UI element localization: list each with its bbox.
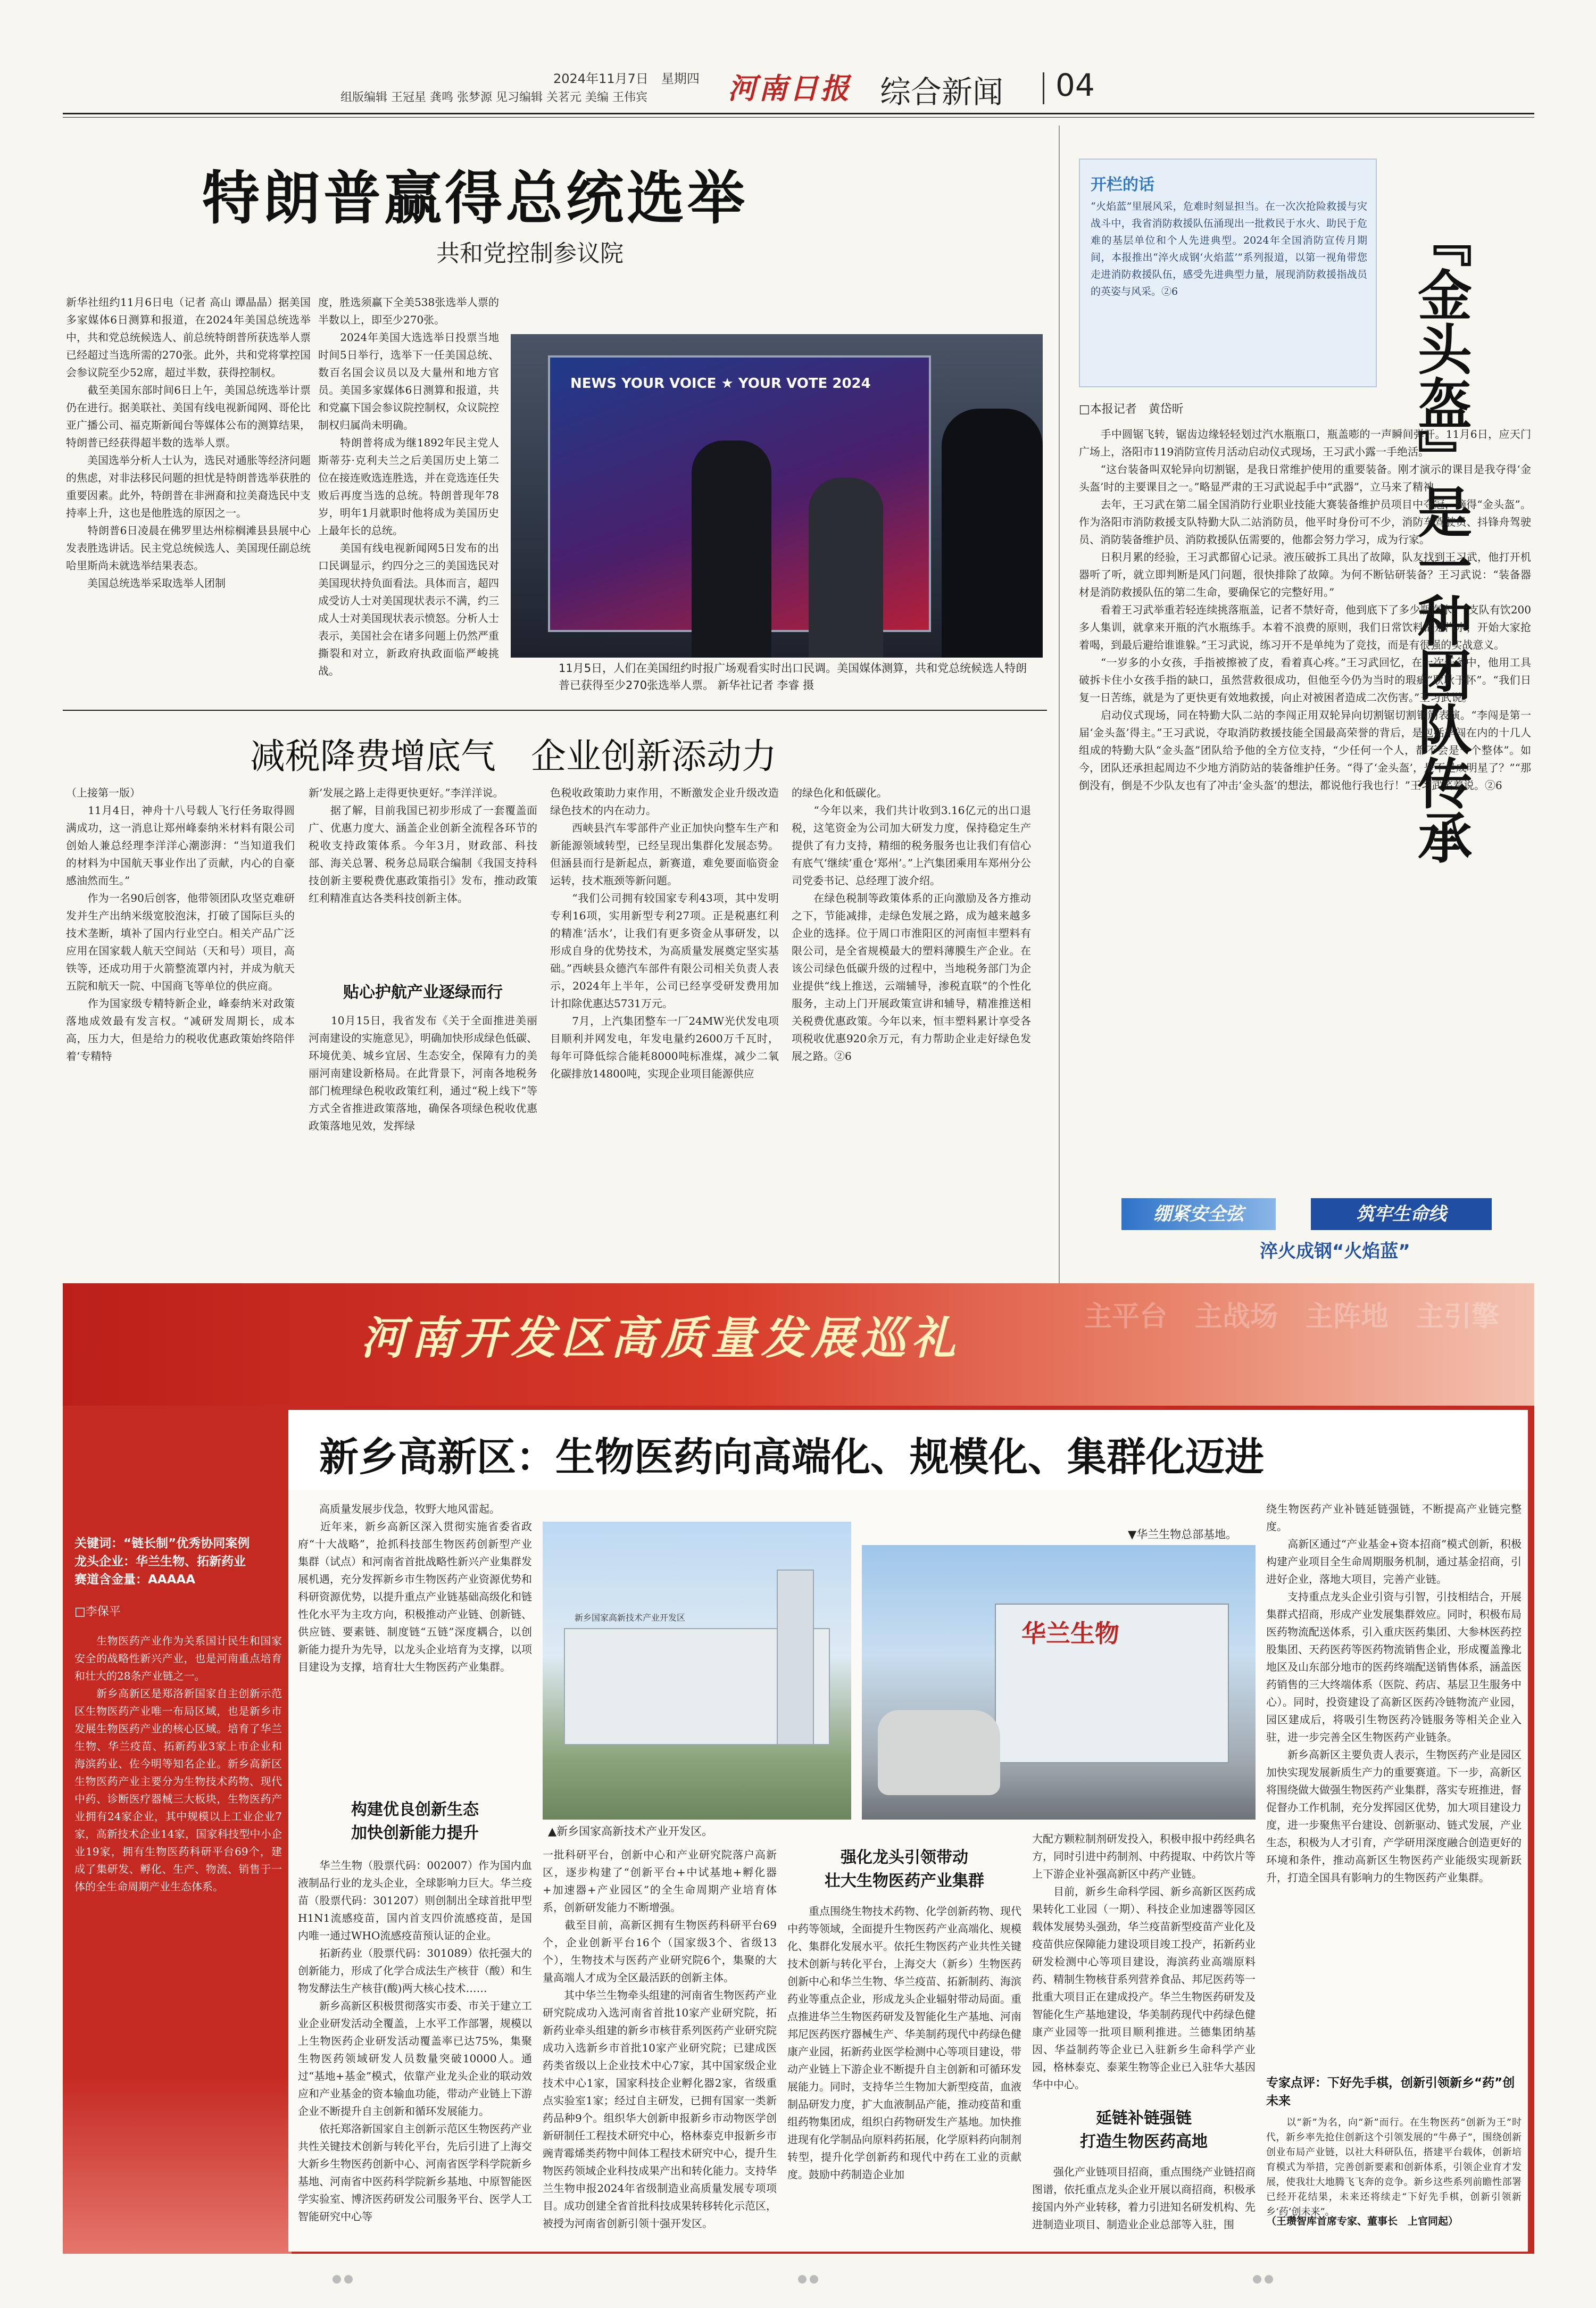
sidebar-body: 手中圆锯飞转，锯齿边缘轻轻划过汽水瓶瓶口，瓶盖嘭的一声瞬间弹开。11月6日，应天门广场上，洛阳市119消防宣传月活动启动仪式现场，王习武小露一手绝活。 “这台装备叫双轮异向切割锯，是我日常维护使用的重要装备。刚才演示的课目是我夺得‘金头盔’时的主要课目之一。”略显严肃的王习武说起手中“武器”，立马来了精神。 去年，王习武在第二届全国消防行业职业技能大赛装备维护员项目中夺冠，摘得“金头盔”。作为洛阳市消防救援支队特勤大队二站消防员，他平时身份可不少，消防车驾驶员、抖锋舟驾驶员、消防装备维护员、消防救援队伍需要的，他都会努力学习，成为行家。 日积月累的经验，王习武都留心记录。液压破拆工具出了故障，队友找到王习武，他打开机器听了听，就立即判断是风门问题，很快排除了故障。为何不断钻研装备？王习武说：“装备器材是消防救援队伍的第二生命，要确保它的完整好用。” 看着王习武举重若轻连续挑落瓶盖，记者不禁好奇，他到底下了多少瓶汽水？“支队有饮200多人集训，就拿来开瓶的汽水瓶练手。本着不浪费的原则，我们日常饮料都是汽水，开始大家抢着喝，到最后避给谁谁躲。”王习武说，练习开不是单纯为了竞技，而是有很强的实战意义。 “一岁多的小女孩，手指被擦被了皮，看着真心疼。”王习武回忆，在一次任务中，他用工具破拆卡住小女孩手指的缺口，虽然营救很成功，但他至今仍为当时的瑕疵“耿耿于怀”。“我们日复一日苦练，就是为了更快更有效地救援，向止对被困者造成二次伤害。”王习武说。 启动仪式现场，同在特勤大队二站的李闯正用双轮异向切割锯切割钢筋表演。“李闯是第一届‘金头盔’得主。”王习武说，夺取消防救援技能全国最高荣誉的背后，是包括李闯在内的十几人组成的特勤大队“金头盔”团队给予他的全方位支持，“少任何一个人，都不会是一个整体”。如今，团队还承担起周边不少地方消防站的装备维护任务。“得了‘金头盔’，是不是成明星了？”“那倒没有，倒是不少队友也有了冲击‘金头盔’的想法，都说他行我也行！”王习武笑着说。②6: [1079, 428, 1531, 792]
sidebar-divider: [1059, 126, 1060, 1289]
article1-subhead: 共和党控制参议院: [436, 240, 624, 267]
park-sign: 新乡国家高新技术产业开发区: [575, 1613, 686, 1623]
sidebar-byline: □本报记者 黄岱昕: [1079, 403, 1184, 416]
article2-col4: 的绿色化和低碳化。 “今年以来，我们共计收到3.16亿元的出口退税，这笔资金为公司加大研发力度，保持稳定生产提供了有力支持，精细的税务服务也让我们有信心有底气‘继续’重仓‘郑州’。”上汽集团乘用车郑州分公司党委书记、总经理丁波介绍。 在绿色税制等政策体系的正向激励及各方推动之下，节能减排，走绿色发展之路，成为越来越多企业的选择。位于周口市淮阳区的河南恒丰塑料有限公司，是全省规模最大的塑料薄膜生产企业。在该公司绿色低碳升级的过程中，当地税务部门为企业提供“线上推送，云端辅导，渗税直联”的个性化服务，主动上门开展政策宣讲和辅导，精准推送相关税费优惠政策。今年以来，恒丰塑料累计享受各项税收优惠920余万元，有力帮助企业走好绿色发展之路。②6: [792, 786, 1031, 1062]
section-title: 综合新闻: [880, 74, 1004, 110]
feature-banner-area: [63, 1283, 1534, 1406]
paper-logo: 河南日报: [728, 71, 851, 105]
article1-photo-caption: 11月5日，人们在美国纽约时报广场观看实时出口民调。美国媒体测算，共和党总统候选人特朗普已获得至少270张选举人票。 新华社记者 李睿 摄: [559, 662, 1027, 692]
sidebar-intro-box: [1079, 159, 1377, 387]
article1-col1: 新华社纽约11月6日电（记者 高山 谭晶晶）据美国多家媒体6日测算和报道，在2024年美国总统选举中，共和党总统候选人、前总统特朗普所获选举人票已经超过当选所需的270张。此外，共和党将掌控国会参议院至少52席，超过半数，获得控制权。 截至美国东部时间6日上午，美国总统选举计票仍在进行。据美联社、美国有线电视新闻网、哥伦比亚广播公司、福克斯新闻台等媒体公布的测算结果，特朗普已经获得超半数的选举人票。 美国选举分析人士认为，选民对通胀等经济问题的焦虑，对非法移民问题的担忧是特朗普选举获胜的重要因素。此外，特朗普在非洲裔和拉美裔选民中支持率上升，这也是他胜选的原因之一。 特朗普6日凌晨在佛罗里达州棕榈滩县县展中心发表胜选讲话。民主党总统候选人、美国现任副总统哈里斯尚未就选举结果表态。 美国总统选举采取选举人团制: [66, 296, 311, 590]
page-dot: [1265, 2275, 1273, 2284]
section-divider: [1043, 72, 1044, 104]
feature-col5a: 绕生物医药产业补链延链强链，不断提高产业链完整度。 高新区通过“产业基金+资本招商”模式创新，积极构建产业项目全生命周期服务机制，通过基金招商，引进好企业，落地大项目，完善产业链。 支持重点龙头企业引资与引智，引技相结合，开展集群式招商，形成产业发展集群效应。同时，积极布局医药物流配送体系，引入重庆医药集团、大参林医药控股集团、天药医药等医药物流销售企业，形成覆盖豫北地区及山东部分地市的医药终端配送销售体系，涵盖医药销售的三大终端体系（医院、药店、基层卫生服务中心）。同时，投资建设了高新区医药冷链物流产业园，园区建成后，将吸引生物医药冷链服务等相关企业入驻，进一步完善全区生物医药产业链条。 新乡高新区主要负责人表示，生物医药产业是园区加快实现发展新质生产力的重要赛道。下一步，高新区将围绕做大做强生物医药产业集群，落实专班推进，督促督办工作机制，充分发挥园区优势，加大项目建设力度，进一步聚焦平台建设、创新驱动、链式发展，产业生态，积极为人才引育，产学研用深度融合创造更好的环境和条件，推动高新区生物医药产业能级实现新跃升，打造全国具有影响力的生物医药产业集群。: [1266, 1502, 1522, 1884]
header-date: 2024年11月7日 星期四: [553, 71, 700, 86]
feature-skyline: [63, 2075, 292, 2254]
page-dot: [1253, 2275, 1261, 2284]
feature-col4-subhead: 延链补链强链 打造生物医药高地: [1080, 2109, 1208, 2151]
page-dot: [810, 2275, 818, 2284]
sidebar-intro-text: “火焰蓝”里展风采，危难时刻显担当。在一次次抢险救援与灾战斗中，我省消防救援队伍涌现出一批救民于水火、助民于危难的基层单位和个人先进典型。2024年全国消防宣传月期间，本报推出“淬火成钢‘火焰蓝’”系列报道，以第一视角带您走进消防救援队伍，感受先进典型力量，展现消防救援指战员的英姿与风采。②6: [1091, 201, 1367, 297]
page-number: 04: [1055, 67, 1095, 103]
feature-col2-subhead: 构建优良创新生态 加快创新能力提升: [351, 1800, 479, 1842]
photo-screen-text: NEWS YOUR VOICE ★ YOUR VOTE 2024: [570, 376, 871, 392]
feature-keywords: 关键词：“链长制”优秀协同案例 龙头企业：华兰生物、拓新药业 赛道含金量：AAAAA: [74, 1537, 250, 1587]
article2-col2: 新’发展之路上走得更快更好。”李洋洋说。 据了解，目前我国已初步形成了一套覆盖面广、优惠力度大、涵盖企业创新全流程各环节的税收支持政策体系。今年3月，财政部、科技部、海关总署、税务总局联合编制《我国支持科技创新主要税费优惠政策指引》发布，推动政策红利精准直达各类科技创新主体。: [309, 786, 537, 904]
feature-col2a: 高质量发展步伐急，牧野大地风雷起。 近年来，新乡高新区深入贯彻实施省委省政府“十大战略”，抢抓科技部生物医药创新型产业集群（试点）和河南省首批战略性新兴产业集群发展机遇，充分发挥新乡市生物医药产业资源优势和科研资源优势，以提升重点产业链基础高级化和链性化水平为主攻方向，积极推动产业链、创新链、供应链、要素链、制度链“五链”深度耦合，以创新能力提升为先导，以龙头企业培育为支撑，以项目建设为支撑，培育壮大生物医药产业集群。: [298, 1502, 532, 1673]
feature-byline: □李保平: [74, 1605, 121, 1618]
header-editors: 组版编辑 王冠星 龚鸣 张梦源 见习编辑 关茗元 美编 王伟宾: [340, 91, 647, 104]
article1-photo: [511, 334, 1043, 658]
feature-col2b: 华兰生物（股票代码：002007）作为国内血液制品行业的龙头企业，全球影响力巨大。华兰疫苗（股票代码：301207）则创制出全球首批甲型H1N1流感疫苗，国内首支四价流感疫苗，是国内唯一通过WHO流感疫苗预认证的企业。 拓新药业（股票代码：301089）依托强大的创新能力，形成了化学合成法生产核苷（酸）和生物发酵法生产核苷(酸)两大核心技术…… 新乡高新区积极贯彻落实市委、市关于建立工业企业研发活动全覆盖，上水平工作部署，规模以上生物医药企业研发活动覆盖率已达75%，集聚生物医药领域研发人员数量突破10000人。通过“基地+基金”模式，依靠产业龙头企业的联动效应和产业基金的资本输血功能，带动产业链上下游企业不断提升自主创新和循环发展能力。 依托郑洛新国家自主创新示范区生物医药产业共性关键技术创新与转化平台，先后引进了上海交大新乡生物医药创新中心、河南省医学科学院新乡基地、河南省中医药科学院新乡基地、中原智能医学实验室、博济医药研发公司服务平台、医学人工智能研究中心等: [298, 1859, 532, 2223]
article2-col2b: 10月15日，我省发布《关于全面推进美丽河南建设的实施意见》，明确加快形成绿色低碳、环境优美、城乡宜居、生态安全，保障有力的美丽河南建设新格局。在此背景下，河南各地税务部门梳理绿色税收政策红利，通过“税上线下”等方式全省推进政策落地，确保各项绿色税收优惠政策落地见效，发挥绿: [309, 1014, 537, 1132]
page-dot: [344, 2275, 353, 2284]
feature-comment-title: 专家点评：下好先手棋，创新引领新乡“药”创未来: [1266, 2076, 1515, 2108]
feature-comment-sign: （王瓒智库首席专家、董事长 上官同起）: [1266, 2215, 1459, 2227]
feature-banner-bg-words: 主平台 主战场 主阵地 主引擎: [1084, 1301, 1500, 1333]
page-dot: [798, 2275, 807, 2284]
page-dot: [332, 2275, 341, 2284]
feature-col3-subhead: 强化龙头引领带动 壮大生物医药产业集群: [825, 1848, 984, 1890]
article2-col3: 色税收政策助力束作用，不断激发企业升级改造绿色技术的内在动力。 西峡县汽车零部件产业正加快向整车生产和新能源领域转型，已经呈现出集群化发展态势。但涵县而行是新起点，新赛道，难免要面临资金运转，技术瓶颈等新问题。 “我们公司拥有较国家专利43项，其中发明专利16项，实用新型专利27项。正是税惠红利的精准‘活水’，让我们有更多资金从事研发，以形成自身的优势技术，为高质量发展奠定坚实基础。”西峡县众德汽车部件有限公司相关负责人表示，2024年上半年，公司已经享受研发费用加计扣除优惠达5731万元。 7月，上汽集团整车一厂24MW光伏发电项目顺利并网发电，年发电量约2600万千瓦时，每年可降低综合能耗8000吨标准煤，减少二氧化碳排放14800吨，实现企业项目能源供应: [550, 786, 779, 1080]
series-label-c: 淬火成钢“火焰蓝”: [1260, 1241, 1410, 1262]
article2-col1: （上接第一版） 11月4日，神舟十八号载人飞行任务取得圆满成功，这一消息让郑州峰泰纳米材料有限公司创始人兼总经理李洋洋心潮澎湃：“当知道我们的材料为中国航天事业作出了贡献，内心的自豪感油然而生。” 作为一名90后创客，他带领团队攻坚克难研发并生产出纳米级宽胶泡沫，打破了国际巨头的技术垄断，填补了国内行业空白。相关产品广泛应用在国家载人航天空间站（天和号）项目，高铁等，还成功用于火箭整流罩内衬，并成为航天五院和航天一院、中国商飞等单位的供应商。 作为国家级专精特新企业，峰泰纳米对政策落地成效最有发言权。“减研发周期长，成本高，压力大，但是给力的税收优惠政策始终陪伴着‘专精特: [66, 786, 295, 1062]
feature-photo-right-caption: ▼华兰生物总部基地。: [1128, 1528, 1237, 1541]
feature-col4b: 强化产业链项目招商，重点围绕产业链招商图谱，依托重点龙头企业开展以商招商，积极承接国内外产业转移，着力引进知名研发机构、先进制造业项目、制造业企业总部等入驻，围: [1032, 2165, 1256, 2231]
feature-banner-title: 河南开发区高质量发展巡礼: [361, 1312, 961, 1364]
photo-person-right: [942, 409, 1043, 658]
feature-col3b: 重点围绕生物技术药物、化学创新药物、现代中药等领域，全面提升生物医药产业高端化、规模化、集群化发展水平。依托生物医药产业共性关键技术创新与转化平台，上海交大（新乡）生物医药创新中心和华兰生物、华兰疫苗、拓新制药、海滨药业等重点企业，形成龙头企业辐射带动局面。重点推进华兰生物医药研发及智能化生产基地、河南邦尼医药医疗器械生产、华美制药现代中药绿色健康产业园，拓新药业医学检测中心等项目建设，带动产业链上下游企业不断提升自主创新和可循环发展能力。同时，支持华兰生物加大新型疫苗，血液制品研发力度，扩大血液制品产能，推动疫苗和重组药物集团成，组织白药物研发生产基地。加快推进现有化学制品向原料药拓展，化学原料药向制剂转型，提升化学创新药和现代中药在工业的贡献度。鼓励中药制造企业加: [787, 1905, 1021, 2181]
hualan-sign: 华兰生物: [1021, 1619, 1119, 1648]
series-banner: [1079, 1191, 1532, 1271]
article1-headline: 特朗普赢得总统选举: [202, 165, 749, 232]
article1-rule: [63, 710, 1047, 711]
series-label-a: 绷紧安全弦: [1121, 1198, 1276, 1230]
hualan-stone: [878, 1710, 1000, 1795]
feature-col3a: 一批科研平台，创新中心和产业研究院落户高新区，逐步构建了“创新平台+中试基地+孵化器+加速器+产业园区”的全生命周期产业培育体系，创新研发能力不断增强。 截至目前，高新区拥有生物医药科研平台69个，企业创新平台16个（国家级3个、省级13个），生物技术与医药产业研究院6个，集聚的大量高端人才成为全区最活跃的创新主体。 其中华兰生物牵头组建的河南省生物医药产业研究院成功入选河南省首批10家产业研究院，拓新药业牵头组建的新乡市核苷系列医药产业研究院成功入选新乡市首批10家产业研究院；已建成医药类省级以上企业技术中心7家，其中国家级企业技术中心1家，国家科技企业孵化器2家，省级重点实验室1家；经过自主研发，已拥有国家一类新药品种9个。组织华大创新申报新乡市动物医学创新研制任工程技术研究中心，格林泰克申报新乡市豌青霉烯类药物中间体工程技术研究中心，提升生物医药领域企业科技成果产出和转化能力。支持华兰生物申报2024年省级制造业高质量发展专项项目。成功创建全省首批科技成果转移转化示范区，被授为河南省创新引领十强开发区。: [543, 1848, 777, 2230]
park-tower: [777, 1570, 814, 1745]
article2-headline: 减税降费增底气 企业创新添动力: [250, 736, 777, 777]
feature-headline: 新乡高新区：生物医药向高端化、规模化、集群化迈进: [319, 1434, 1264, 1480]
series-label-b: 筑牢生命线: [1311, 1198, 1492, 1230]
header-rule: [63, 113, 1534, 114]
article1-col2: 度，胜选须赢下全美538张选举人票的半数以上，即至少270张。 2024年美国大选选举日投票当地时间5日举行，选举下一任美国总统、数百名国会议员以及大量州和地方官员。美国多家媒体6日测算和报道，共和党赢下国会参议院控制权，众议院控制权归属尚未明确。 特朗普将成为继1892年民主党人斯蒂芬·克利夫兰之后美国历史上第二位在接连败选连胜选，并在竞选连任失败后再度当选的总统。特朗普现年78岁，明年1月就职时他将成为美国历史上最年长的总统。 美国有线电视新闻网5日发布的出口民调显示，约四分之三的美国选民对美国现状持负面看法。具体而言，超四成受访人士对美国现状表示不满，约三成人士对美国现状表示愤怒。分析人士表示，美国社会在诸多问题上仍然严重撕裂和对立，新政府执政面临严峻挑战。: [318, 296, 499, 677]
feature-col4a: 大配方颗粒制剂研发投入，积极申报中药经典名方，同时引进中药制剂、中药提取、中药饮片等上下游企业补强高新区中药产业链。 目前，新乡生命科学园、新乡高新区医药成果转化工业园（一期）、科技企业加速器等园区载体发展势头强劲，华兰疫苗新型疫苗产业化及疫苗供应保障能力建设项目竣工投产，拓新药业研发检测中心等项目建设，海滨药业高端原料药、精制生物核苷系列营养食品、邦尼医药等一批重大项目正在建成投产。华兰生物医药研发及智能化生产基地建设，华美制药现代中药绿色健康产业园等一批项目顺利推进。兰德集团纳基因、华益制药等企业已入驻新乡生命科学产业园，格林泰克、泰莱生物等企业已入驻华大基因华中中心。: [1032, 1832, 1256, 2091]
sidebar-vertical-headline: 『金头盔』是一种团队传承: [1409, 213, 1472, 864]
sidebar-intro-label: 开栏的话: [1091, 176, 1154, 194]
article2-col2-subhead: 贴心护航产业逐绿而行: [343, 983, 503, 1002]
feature-left-col: 生物医药产业作为关系国计民生和国家安全的战略性新兴产业，也是河南重点培育和壮大的28条产业链之一。 新乡高新区是郑洛新国家自主创新示范区生物医药产业唯一布局区域，也是新乡市发展生物医药产业的核心区域。培育了华兰生物、华兰疫苗、拓新药业3家上市企业和海滨药业、佐今明等知名企业。新乡高新区生物医药产业主要分为生物技术药物、现代中药、诊断医疗器械三大板块，生物医药产业拥有24家企业，其中规模以上工业企业7家，高新技术企业14家，国家科技型中小企业19家，拥有生物医药科研平台69个，建成了集研发、孵化、生产、物流、销售于一体的全生命周期产业生态体系。: [74, 1634, 282, 1893]
feature-photo-right: [862, 1545, 1256, 1820]
feature-photo-left: [543, 1522, 851, 1820]
photo-person-mid: [809, 478, 883, 658]
feature-photo-left-caption: ▲新乡国家高新技术产业开发区。: [548, 1825, 713, 1838]
photo-person-left: [692, 441, 771, 658]
feature-comment-body: 以“新”为名，向“新”而行。在生物医药“创新为王”时代，新乡率先抢住创新这个引领发展的“牛鼻子”，围绕创新创业布局产业链，以社大科研队伍，搭建平台载体，创新培育模式为举措，完善创新要素和创新体系，引领企业育才发展，使我壮大地腾飞飞奔的竞争。新乡这些系列前瞻性部署已经开花结果，未来还将续走“下好先手棋，创新引领新乡‘药’创未来”。: [1266, 2117, 1522, 2218]
header-rule-thin: [63, 117, 1534, 118]
